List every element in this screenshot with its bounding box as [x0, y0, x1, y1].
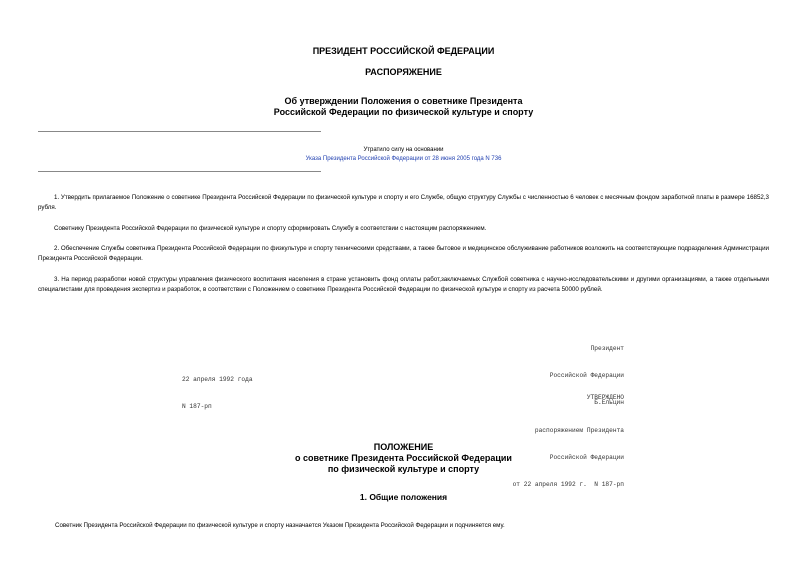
- approved-line3: от 22 апреля 1992 г. N 187-рп: [512, 481, 624, 488]
- header-doc-type: РАСПОРЯЖЕНИЕ: [365, 67, 442, 77]
- divider-top: [38, 131, 321, 132]
- approved-line2: Российской Федерации: [549, 454, 624, 461]
- regulation-title-line1: ПОЛОЖЕНИЕ: [373, 442, 434, 452]
- approved-label: УТВЕРЖДЕНО: [586, 394, 624, 401]
- lost-force-label: Утратило силу на основании: [363, 147, 444, 153]
- signature-country: Российской Федерации: [549, 372, 624, 379]
- order-date: 22 апреля 1992 года: [182, 376, 253, 383]
- signature-name: Б.Ельцин: [594, 399, 624, 406]
- approved-line1: распоряжением Президента: [534, 427, 624, 434]
- document-title: [0, 96, 807, 118]
- regulation-first-paragraph: Советник Президента Российской Федерации по физической культуре и спорту назначается Указом Президента Российской Федерации и подчиняется ему.: [55, 522, 505, 529]
- signature-block: [400, 326, 624, 416]
- regulation-title-line2: о советнике Президента Российской Федерации: [295, 453, 512, 463]
- paragraph-1: 1. Утвердить прилагаемое Положение о советнике Президента Российской Федерации по физической культуре и спорту и его Службе, общую структуру Службы с численностью 6 человек с месячным фондом заработной платы в размере 16852,3 рубля.: [38, 194, 769, 211]
- paragraph-2: Советнику Президента Российской Федерации по физической культуре и спорту сформировать Службу в соответствии с настоящим распоряжением.: [54, 225, 487, 232]
- regulation-title-line3: по физической культуре и спорту: [327, 464, 480, 474]
- header-president: ПРЕЗИДЕНТ РОССИЙСКОЙ ФЕДЕРАЦИИ: [312, 46, 495, 56]
- document-title-line1: Об утверждении Положения о советнике Президента: [284, 96, 523, 106]
- regulation-title: [0, 442, 807, 475]
- date-block: [182, 357, 253, 420]
- section-heading: 1. Общие положения: [359, 492, 448, 502]
- signature-title: Президент: [590, 345, 624, 352]
- paragraph-4: 3. На период разработки новой структуры управления физического воспитания населения в стране установить фонд оплаты работ,заключаемых Службой советника с научно-исследовательскими и другими организациями, а также отдельными специалистами для проведения экспертиз и разработок, в соответствии с Положением о советнике Президента Российской Федерации по физической культуре и спорту из расчета 50000 рублей.: [38, 276, 769, 293]
- divider-bottom: [38, 171, 321, 172]
- order-number: N 187-рп: [182, 403, 212, 410]
- document-title-line2: Российской Федерации по физической культуре и спорту: [273, 107, 534, 117]
- paragraph-3: 2. Обеспечение Службы советника Президента Российской Федерации по физкультуре и спорту техническими средствами, а также бытовое и медицинское обслуживание работников возложить на соответствующие подразделения Администрации Президента Российской Федерации.: [38, 245, 769, 262]
- lost-force-link[interactable]: Указа Президента Российской Федерации от 28 июня 2005 года N 736: [305, 156, 502, 162]
